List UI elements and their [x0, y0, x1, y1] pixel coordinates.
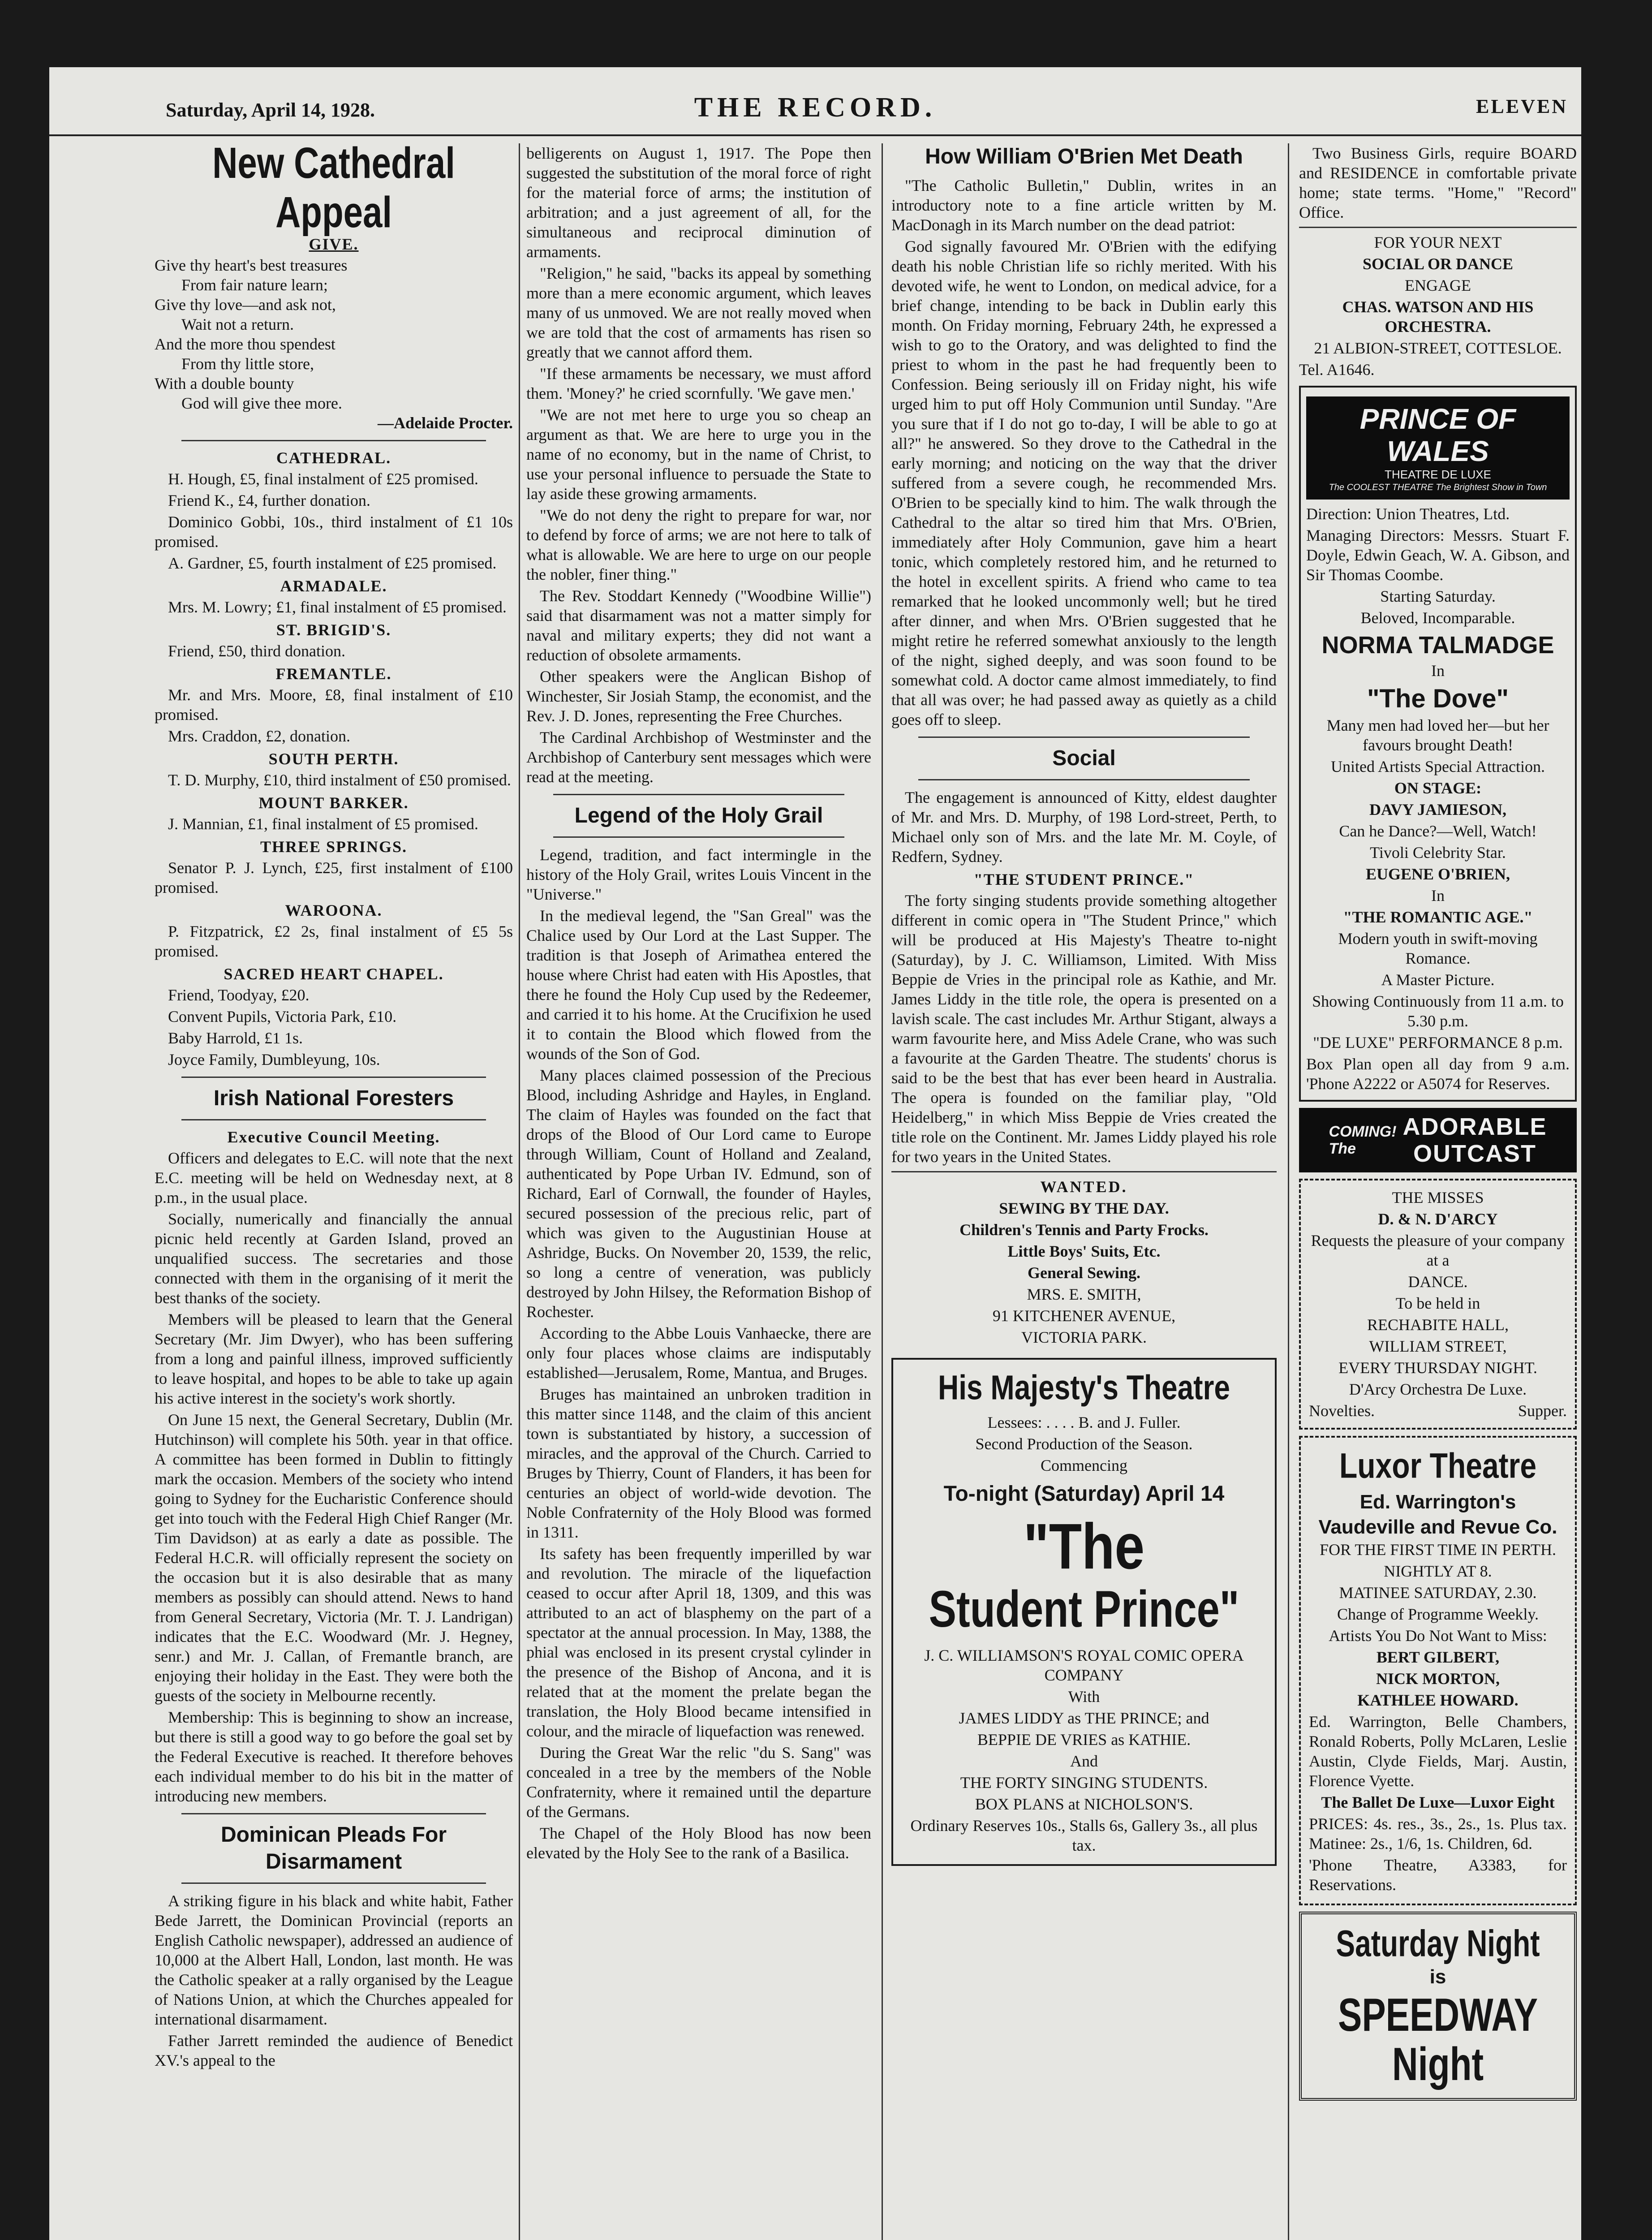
- donation-item: Friend K., £4, further donation.: [168, 491, 370, 509]
- lessees: Lessees: . . . . B. and J. Fuller.: [987, 1413, 1181, 1431]
- opening-date: To-night (Saturday) April 14: [943, 1482, 1225, 1506]
- artist-name: BERT GILBERT,: [1376, 1648, 1500, 1666]
- divider: [553, 794, 844, 795]
- divider: [181, 1813, 486, 1814]
- coming-tag: [1329, 1123, 1396, 1157]
- showing-times: Showing Continuously from 11 a.m. to 5.30 p.m.: [1312, 992, 1564, 1030]
- article-paragraph: The Chapel of the Holy Blood has now been elevated by the Holy See to the rank of a Basilica.: [526, 1824, 871, 1862]
- starting: Starting Saturday.: [1380, 587, 1496, 605]
- article-paragraph: "We are not met here to urge you so cheap an argument as that. We are here to urge you in the name of no economy, but in the name of Christ, to use your personal influence to persuade the State to lay aside these growing armaments.: [526, 406, 871, 503]
- column-rule: [1288, 143, 1289, 2240]
- column-4: [1299, 143, 1577, 2240]
- beloved: Beloved, Incomparable.: [1360, 609, 1515, 627]
- theatre-name: PRINCE OF WALES: [1359, 403, 1516, 467]
- film-title: "The Dove": [1367, 684, 1509, 713]
- direction: Direction: Union Theatres, Ltd.: [1306, 505, 1510, 523]
- darcy-dance-ad: [1299, 1179, 1577, 1430]
- social-heading: Social: [1052, 746, 1116, 770]
- donations-section-label: THREE SPRINGS.: [260, 838, 408, 856]
- divider: [891, 1171, 1277, 1172]
- ad-line: Tel. A1646.: [1299, 361, 1375, 379]
- theatre-subtitle: THEATRE DE LUXE: [1385, 468, 1491, 481]
- article-paragraph: Officers and delegates to E.C. will note that the next E.C. meeting will be held on Wednesday next, at 8 p.m., in the usual place.: [155, 1149, 513, 1206]
- dominican-heading: Dominican Pleads For Disarmament: [220, 1823, 447, 1874]
- show-title: Student Prince": [929, 1581, 1239, 1638]
- speedway-line: is: [1429, 1966, 1446, 1988]
- wanted-line: 91 KITCHENER AVENUE,: [992, 1307, 1176, 1325]
- coming-banner: [1299, 1108, 1577, 1172]
- column-1: [155, 143, 513, 2240]
- wanted-line: Little Boys' Suits, Etc.: [1007, 1242, 1161, 1260]
- film-note: A Master Picture.: [1381, 971, 1495, 989]
- artist-name: KATHLEE HOWARD.: [1357, 1691, 1519, 1709]
- cast-list: Ed. Warrington, Belle Chambers, Ronald Roberts, Polly McLaren, Leslie Austin, Clyde Fields, Marj. Austin, Florence Vyette.: [1309, 1713, 1567, 1790]
- coming-label: COMING!: [1329, 1123, 1397, 1140]
- requests: Requests the pleasure of your company at a: [1311, 1232, 1565, 1269]
- in-label: In: [1431, 662, 1445, 680]
- cast-line: JAMES LIDDY as THE PRINCE; and: [959, 1709, 1209, 1727]
- holy-grail-heading: Legend of the Holy Grail: [574, 804, 823, 827]
- managing-directors: Managing Directors: Messrs. Stuart F. Doyle, Edwin Geach, W. A. Gibson, and Sir Thomas Coombe.: [1306, 526, 1570, 584]
- ad-line: EVERY THURSDAY NIGHT.: [1338, 1359, 1537, 1377]
- donations-section-label: ARMADALE.: [280, 577, 387, 595]
- orchestra: D'Arcy Orchestra De Luxe.: [1349, 1380, 1527, 1398]
- article-paragraph: "We do not deny the right to prepare for war, nor to defend by force of arms; we are not here to talk of what is allowable. We are here to urge on our people the nobler, finer thing.": [526, 506, 871, 583]
- poem-line: Give thy love—and ask not,: [155, 296, 336, 314]
- theatre-name: His Majesty's Theatre: [938, 1368, 1230, 1407]
- column-rule: [882, 143, 883, 2240]
- donation-item: J. Mannian, £1, final instalment of £5 promised.: [168, 815, 478, 833]
- donation-item: T. D. Murphy, £10, third instalment of £50 promised.: [168, 771, 511, 789]
- novelties: Novelties.: [1309, 1402, 1375, 1420]
- donations-section-label: FREMANTLE.: [275, 665, 392, 683]
- ad-line: FOR THE FIRST TIME IN PERTH.: [1320, 1541, 1556, 1559]
- wanted-ad: [891, 1177, 1277, 1347]
- ad-line: MATINEE SATURDAY, 2.30.: [1339, 1584, 1537, 1602]
- donations-section-label: ST. BRIGID'S.: [276, 621, 391, 639]
- classified-ad: Two Business Girls, require BOARD and RESIDENCE in comfortable private home; state terms. "Home," "Record" Office.: [1299, 144, 1577, 221]
- box-plan: Box Plan open all day from 9 a.m. 'Phone A2222 or A5074 for Reserves.: [1306, 1055, 1570, 1093]
- donation-item: Friend, £50, third donation.: [168, 642, 345, 660]
- article-paragraph: During the Great War the relic "du S. Sang" was concealed in a tree by the members of the Noble Confraternity, where it remained until the departure of the Germans.: [526, 1744, 871, 1821]
- donation-item: Mrs. M. Lowry; £1, final instalment of £5 promised.: [168, 598, 507, 616]
- divider: [1299, 227, 1577, 228]
- article-paragraph: Members will be pleased to learn that the General Secretary (Mr. Jim Dwyer), who has been suffering from a long and painful illness, improved sufficiently to leave hospital, and hopes to be able to take up again his active interest in the society's work shortly.: [155, 1310, 513, 1407]
- poem-line: Wait not a return.: [181, 315, 294, 333]
- donation-item: Friend, Toodyay, £20.: [168, 986, 310, 1004]
- speedway-ad: [1299, 1912, 1577, 2101]
- wanted-title: WANTED.: [1040, 1178, 1128, 1196]
- tagline: Many men had loved her—but her favours brought Death!: [1326, 716, 1549, 754]
- poem-line: Give thy heart's best treasures: [155, 256, 348, 274]
- page-number: ELEVEN: [1476, 95, 1568, 117]
- article-paragraph: Father Jarrett reminded the audience of Benedict XV.'s appeal to the: [155, 2032, 513, 2069]
- poem-line: From thy little store,: [181, 355, 314, 373]
- article-paragraph: Its safety has been frequently imperilled by war and revolution. The miracle of the liquefaction ceased to occur after April 18, 1309, and this was attributed to an act of blasphemy on the part of a spectator at the annual procession. In May, 1388, the phial was enclosed in its present crystal cylinder in the presence of the Bishop of Ancona, and it is related that at the moment the prelate began the translation, the Holy Blood became intensified in colour, and the miracle of liquefaction was renewed.: [526, 1545, 871, 1740]
- student-prince-heading: "THE STUDENT PRINCE.": [973, 870, 1195, 888]
- wanted-line: Children's Tennis and Party Frocks.: [959, 1221, 1209, 1239]
- donations-section-label: WAROONA.: [285, 901, 383, 919]
- box-plans: BOX PLANS at NICHOLSON'S.: [975, 1795, 1193, 1813]
- donation-item: A. Gardner, £5, fourth instalment of £25 promised.: [168, 554, 497, 572]
- show-title: "The: [1023, 1510, 1145, 1583]
- article-paragraph: The Rev. Stoddart Kennedy ("Woodbine Willie") said that disarmament was not a matter simply for naval and military experts; they did not want a reduction of obsolete armaments.: [526, 587, 871, 664]
- article-paragraph: The forty singing students provide something altogether different in comic opera in "The Student Prince," which will be produced at His Majesty's Theatre to-night (Saturday), by J. C. Williamson, Limited. With Miss Beppie de Vries in the principal role as Kathie, and Mr. James Liddy in the title role, the opera is presented on a lavish scale. The cast includes Mr. Arthur Stigant, always a warm favourite here, and Miss Adele Crane, who was such a favourite at the Garden Theatre. The students' chorus is said to be the best that has ever been heard in Australia. The opera is founded on the familiar play, "Old Heidelberg," in which Miss Beppie de Vries created the title role on the Continent. Mr. James Liddy played his role for two years in the United States.: [891, 892, 1277, 1166]
- donations-section-label: SACRED HEART CHAPEL.: [224, 965, 444, 983]
- speedway-line: SPEEDWAY: [1338, 1989, 1538, 2041]
- commencing: Commencing: [1041, 1456, 1127, 1474]
- article-paragraph: A striking figure in his black and white habit, Father Bede Jarrett, the Dominican Provincial (reports an English Catholic newspaper), addressed an audience of 10,000 at the Albert Hall, London, last month. He was the Catholic speaker at a rally organised by the League of Nations Union, at which the Churches appealed for international disarmament.: [155, 1892, 513, 2028]
- poem-line: And the more thou spendest: [155, 335, 336, 353]
- ad-line: SOCIAL OR DANCE: [1362, 255, 1514, 273]
- on-stage: ON STAGE:: [1394, 779, 1482, 797]
- donation-item: Mrs. Craddon, £2, donation.: [168, 727, 350, 745]
- ad-line: To be held in: [1395, 1294, 1480, 1312]
- column-2: [526, 143, 871, 2240]
- divider: [181, 1119, 486, 1120]
- article-paragraph: In the medieval legend, the "San Greal" was the Chalice used by Our Lord at the Last Supper. The tradition is that Joseph of Arimathea entered the house where Christ had eaten with His Apostles, that there he found the Holy Cup used by the Redeemer, and carried it to his home. At the Crucifixion he used it to contain the Blood which flowed from the wounds of the Son of God.: [526, 907, 871, 1063]
- donations-section-label: CATHEDRAL.: [276, 449, 391, 467]
- executive-meeting-label: Executive Council Meeting.: [227, 1128, 440, 1146]
- artist-name: NICK MORTON,: [1376, 1670, 1500, 1688]
- newspaper-title: THE RECORD.: [694, 92, 937, 123]
- ad-line: D. & N. D'ARCY: [1378, 1210, 1498, 1228]
- poem-line: With a double bounty: [155, 375, 294, 392]
- wanted-line: MRS. E. SMITH,: [1027, 1285, 1141, 1303]
- article-paragraph: belligerents on August 1, 1917. The Pope then suggested the substitution of the moral force of right for the material force of arms; the institution of arbitration; and a just agreement of all, for the simultaneous and reciprocal diminution of armaments.: [526, 144, 871, 261]
- donation-item: Mr. and Mrs. Moore, £8, final instalment of £10 promised.: [155, 686, 513, 724]
- wanted-line: SEWING BY THE DAY.: [999, 1199, 1169, 1217]
- ad-line: FOR YOUR NEXT: [1374, 233, 1502, 251]
- ballet: The Ballet De Luxe—Luxor Eight: [1321, 1793, 1555, 1811]
- article-paragraph: God signally favoured Mr. O'Brien with the edifying death his noble Christian life so richly merited. With his devoted wife, he went to London, on medical advice, for a brief change, intending to be back in Dublin early this month. On Friday morning, February 24th, he expressed a wish to go to the Oratory, and was delighted to find the priest to whom in the past he had frequently been to Confession. Being seriously ill on Friday night, his wife urged him to put off Holy Communion until Sunday. "Are you sure that if I do not go to-day, I will be able to go at all?" he answered. So they drove to the Cathedral in the early morning; and noticing on the way that the driver suffered from a severe cough, he recommended Mrs. O'Brien to be specially kind to him. The walk through the Cathedral to the altar so tired him that Mrs. O'Brien, immediately after Holy Communion, gave him a heart tonic, which completely restored him, and he returned to the hotel in excellent spirits. A friend who came to tea remarked that he looked uncommonly well; but he tired after dinner, and when Mrs. O'Brien suggested that he might retire he referred somewhat anxiously to the length of the night, sighed deeply, and was soon found to be somewhat cold. A doctor came almost immediately, to find that all was over; he had passed away as quietly as a child goes off to sleep.: [891, 237, 1277, 728]
- cast-line: THE FORTY SINGING STUDENTS.: [960, 1774, 1208, 1792]
- prince-of-wales-theatre-ad: [1299, 386, 1577, 1102]
- ad-line: NIGHTLY AT 8.: [1384, 1562, 1492, 1580]
- donations-section-label: SOUTH PERTH.: [268, 750, 399, 768]
- obrien-heading: How William O'Brien Met Death: [925, 145, 1243, 168]
- donation-item: P. Fitzpatrick, £2 2s, final instalment of £5 5s promised.: [155, 922, 513, 960]
- divider: [181, 1882, 486, 1884]
- donation-item: Convent Pupils, Victoria Park, £10.: [168, 1008, 397, 1025]
- phone: 'Phone Theatre, A3383, for Reservations.: [1309, 1856, 1567, 1894]
- masthead: [49, 67, 1581, 136]
- article-paragraph: Legend, tradition, and fact intermingle in the history of the Holy Grail, writes Louis Vincent in the "Universe.": [526, 846, 871, 903]
- article-paragraph: Many places claimed possession of the Precious Blood, including Ashridge and Hayles, in England. The claim of Hayles was founded on the fact that drops of the Blood of Our Lord came to Europe through William, Count of Holland and Zealand, authenticated by Pope Urban IV. Edmund, son of Richard, Earl of Cornwall, the founder of Hayles, secured possession of the precious relic, part of which was given to the Augustinian House at Ashridge, Bucks. On November 20, 1539, the relic, so long a centre of veneration, was publicly destroyed by John Hilsey, the Reformation Bishop of Rochester.: [526, 1066, 871, 1321]
- film-title: [1403, 1113, 1547, 1167]
- donation-item: Dominico Gobbi, 10s., third instalment of £1 10s promised.: [155, 513, 513, 551]
- speedway-line: Night: [1392, 2038, 1484, 2090]
- give-label: GIVE.: [309, 235, 359, 253]
- article-paragraph: "If these armaments be necessary, we must afford them. 'Money?' he cried scornfully. 'We gave men.': [526, 365, 871, 402]
- donations-section-label: MOUNT BARKER.: [258, 794, 409, 812]
- divider: [181, 440, 486, 441]
- stage-note: Tivoli Celebrity Star.: [1370, 844, 1506, 862]
- divider: [918, 779, 1250, 780]
- divider: [181, 1077, 486, 1078]
- with-label: With: [1068, 1688, 1100, 1706]
- wanted-line: General Sewing.: [1028, 1264, 1140, 1282]
- article-paragraph: The engagement is announced of Kitty, eldest daughter of Mr. and Mrs. D. Murphy, of 198 Lord-street, Perth, to Michael only son of Mrs. and the late Mr. M. Coyle, of Redfern, Sydney.: [891, 788, 1277, 866]
- ad-line: Change of Programme Weekly.: [1337, 1605, 1539, 1623]
- article-paragraph: "The Catholic Bulletin," Dublin, writes in an introductory note to a fine article written by M. MacDonagh in its March number on the dead patriot:: [891, 177, 1277, 234]
- ad-line: RECHABITE HALL,: [1367, 1316, 1509, 1334]
- theatre-tagline: The COOLEST THEATRE The Brightest Show in Town: [1329, 482, 1547, 492]
- poem-line: God will give thee more.: [181, 394, 342, 412]
- article-paragraph: Socially, numerically and financially the annual picnic held recently at Garden Island, proved an unqualified success. The secretaries and those connected with them in the organising of it merit the best thanks of the society.: [155, 1210, 513, 1307]
- article-paragraph: According to the Abbe Louis Vanhaecke, there are only four places whose claims are indisputably established—Jerusalem, Rome, Mantua, and Bruges.: [526, 1324, 871, 1382]
- luxor-theatre-ad: [1299, 1436, 1577, 1905]
- ad-line: CHAS. WATSON AND HIS ORCHESTRA.: [1342, 298, 1534, 336]
- novelties-row: [1309, 1401, 1567, 1421]
- title-line: OUTCAST: [1413, 1140, 1537, 1167]
- column-rule: [519, 143, 520, 2240]
- donation-item: Joyce Family, Dumbleyung, 10s.: [168, 1051, 380, 1068]
- in-label: In: [1431, 887, 1445, 905]
- poem: [155, 255, 513, 433]
- deluxe-performance: "DE LUXE" PERFORMANCE 8 p.m.: [1313, 1034, 1563, 1051]
- prices: PRICES: 4s. res., 3s., 2s., 1s. Plus tax. Matinee: 2s., 1/6, 1s. Children, 6d.: [1309, 1815, 1567, 1852]
- stage-tagline: Can he Dance?—Well, Watch!: [1339, 822, 1537, 840]
- dance-band-ad: [1299, 233, 1577, 379]
- the-label: The: [1329, 1140, 1356, 1157]
- donation-item: Baby Harrold, £1 1s.: [168, 1029, 303, 1047]
- issue-date: Saturday, April 14, 1928.: [166, 99, 375, 121]
- title-line: ADORABLE: [1402, 1113, 1547, 1140]
- attraction: United Artists Special Attraction.: [1331, 758, 1545, 775]
- poem-author: —Adelaide Procter.: [378, 414, 513, 432]
- article-paragraph: Other speakers were the Anglican Bishop of Winchester, Sir Josiah Stamp, the economist, and the Rev. J. D. Jones, representing the Free Churches.: [526, 668, 871, 725]
- ad-line: WILLIAM STREET,: [1369, 1337, 1507, 1355]
- ad-line: THE MISSES: [1392, 1189, 1484, 1206]
- article-paragraph: Bruges has maintained an unbroken tradition in this matter since 1148, and the claim of this ancient town is substantiated by history, a succession of miracles, and the approval of the Church. Carried to Bruges by Thierry, Count of Flanders, it has been for centuries an object of world-wide devotion. The Noble Confraternity of the Holy Blood was formed in 1311.: [526, 1385, 871, 1541]
- speedway-line: Saturday Night: [1336, 1922, 1540, 1964]
- article-paragraph: On June 15 next, the General Secretary, Dublin (Mr. Hutchinson) will complete his 50th. year in that office. A committee has been formed in Dublin to fittingly mark the occasion. Members of the society who intend going to Sydney for the Eucharistic Conference should get into touch with the Federal High Chief Ranger (Mr. Tim Davidson) at as early a date as possible. The Federal H.C.R. will officially represent the society on the occasion but it is also desirable that as many members as possibly can should attend. News to hand from General Secretary, Victoria (Mr. T. J. Landrigan) indicates that the E.C. Woodward (Mr. J. Hegney, senr.) and Mr. J. Callan, of Fremantle branch, are enjoying their holiday in the East. They were both the guests of the society in Melbourne recently.: [155, 1411, 513, 1705]
- company: Ed. Warrington's Vaudeville and Revue Co.: [1318, 1491, 1557, 1538]
- cast-line: BEPPIE DE VRIES as KATHIE.: [977, 1731, 1191, 1749]
- stage-act: DAVY JAMIESON,: [1369, 801, 1507, 818]
- article-paragraph: Membership: This is beginning to show an increase, but there is still a good way to go before the goal set by the Federal Executive is reached. It therefore behoves each individual member to do his bit in the matter of introducing new members.: [155, 1708, 513, 1805]
- ad-line: ENGAGE: [1405, 276, 1471, 294]
- film-tagline: Modern youth in swift-moving Romance.: [1338, 930, 1538, 967]
- production-note: Second Production of the Season.: [975, 1435, 1193, 1453]
- divider: [918, 737, 1250, 738]
- supper: Supper.: [1518, 1402, 1567, 1420]
- ad-line: 21 ALBION-STREET, COTTESLOE.: [1314, 339, 1562, 357]
- wanted-line: VICTORIA PARK.: [1021, 1328, 1147, 1346]
- company: J. C. WILLIAMSON'S ROYAL COMIC OPERA COMPANY: [924, 1646, 1244, 1684]
- donation-item: H. Hough, £5, final instalment of £25 promised.: [168, 470, 478, 488]
- artists: Artists You Do Not Want to Miss:: [1329, 1627, 1547, 1645]
- column-3: [891, 143, 1277, 2240]
- article-paragraph: "Religion," he said, "backs its appeal by something more than a mere economic argument, which leaves many of us unmoved. We are not really moved when we are told that the cost of armaments has risen so greatly that we cannot afford them.: [526, 264, 871, 361]
- prices: Ordinary Reserves 10s., Stalls 6s, Gallery 3s., all plus tax.: [910, 1817, 1258, 1854]
- theatre-name: Luxor Theatre: [1339, 1445, 1537, 1486]
- film-title: "THE ROMANTIC AGE.": [1343, 908, 1533, 926]
- theatre-banner: [1306, 396, 1570, 500]
- star-name: EUGENE O'BRIEN,: [1365, 865, 1510, 883]
- poem-line: From fair nature learn;: [181, 276, 328, 294]
- divider: [553, 836, 844, 838]
- newspaper-page: [49, 67, 1581, 2240]
- cast-line: And: [1070, 1752, 1098, 1770]
- article-paragraph: The Cardinal Archbishop of Westminster and the Archbishop of Canterbury sent messages which were read at the meeting.: [526, 728, 871, 786]
- ad-line: DANCE.: [1408, 1273, 1468, 1291]
- cathedral-appeal-heading: New Cathedral Appeal: [212, 143, 455, 237]
- donation-item: Senator P. J. Lynch, £25, first instalment of £100 promised.: [155, 859, 513, 896]
- star-name: NORMA TALMADGE: [1321, 632, 1554, 659]
- his-majestys-theatre-ad: [891, 1358, 1277, 1866]
- foresters-heading: Irish National Foresters: [213, 1086, 454, 1110]
